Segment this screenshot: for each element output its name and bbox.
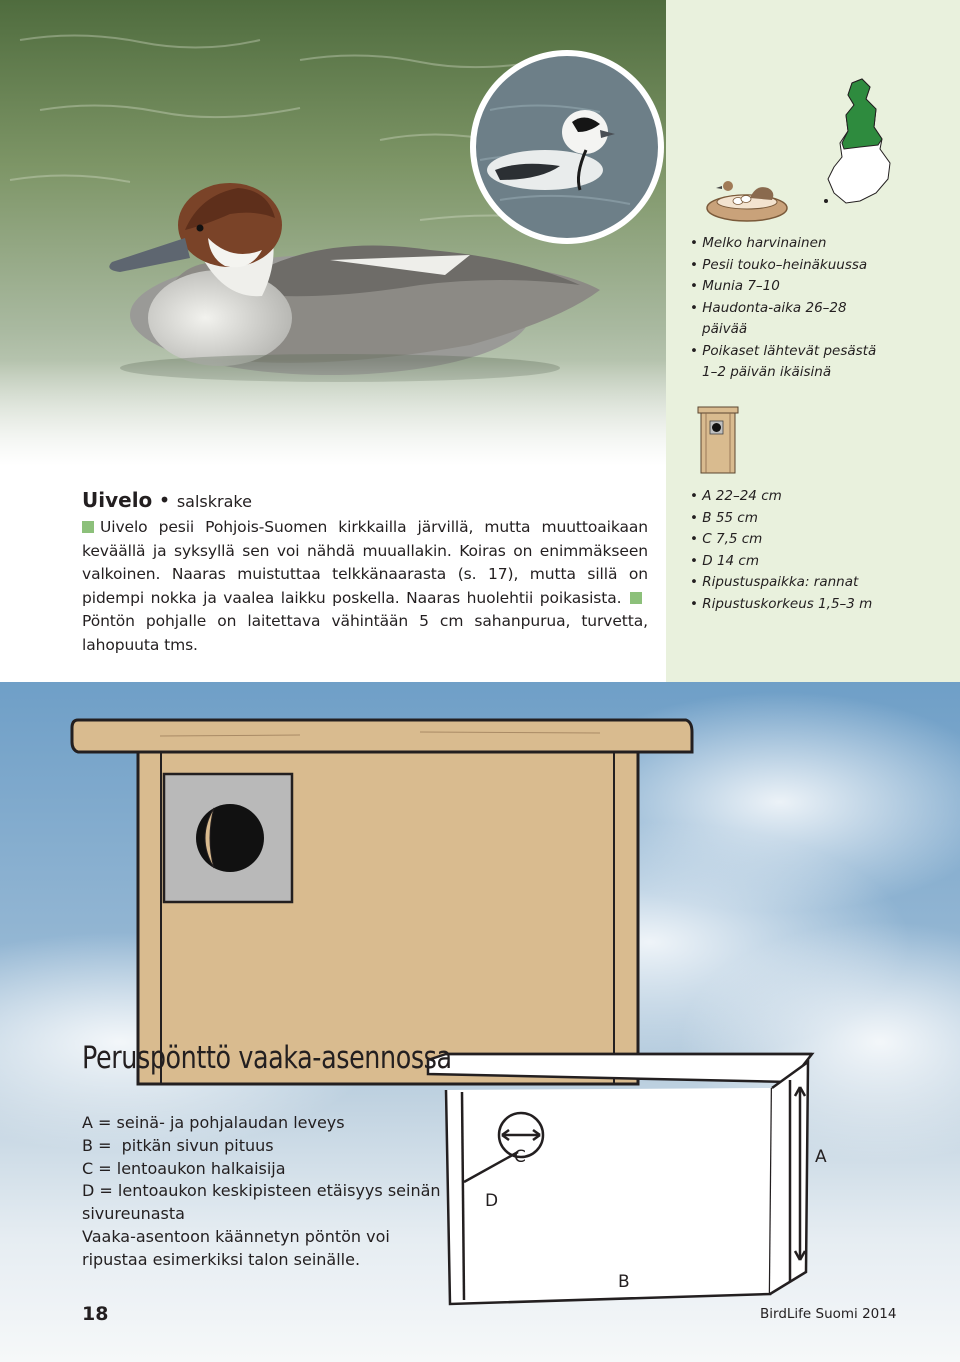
legend-note: Vaaka-asentoon käännetyn pöntön voi ripustaa esimerkiksi talon seinälle.: [82, 1226, 390, 1269]
species-article: [82, 486, 648, 657]
female-smew-photo: [0, 0, 666, 470]
dimension-legend: [82, 1112, 442, 1272]
dimension-diagram: [428, 1054, 812, 1304]
square-bullet-icon: [82, 521, 94, 533]
finland-range-map-icon: [816, 75, 906, 215]
fact-breeding-period: • Pesii touko–heinäkuussa: [690, 255, 890, 277]
description-paragraph: [82, 516, 648, 657]
label-a: A: [815, 1147, 827, 1167]
species-name: Uivelo: [82, 488, 153, 512]
nest-box-icon: [696, 405, 740, 475]
fact-dimension-a: • A 22–24 cm: [690, 486, 920, 508]
label-d: D: [485, 1191, 499, 1211]
fact-rarity: • Melko harvinainen: [690, 233, 890, 255]
fact-mounting-height: • Ripustuskorkeus 1,5–3 m: [690, 594, 920, 616]
diagram-title: Peruspönttö vaaka-asennossa: [82, 1040, 452, 1076]
species-swedish-name: salskrake: [176, 492, 252, 511]
box-facts-list: [690, 486, 920, 615]
fact-fledging: • Poikaset lähtevät pesästä 1–2 päivän ikäisinä: [690, 341, 890, 384]
fact-dimension-d: • D 14 cm: [690, 551, 920, 573]
fact-dimension-b: • B 55 cm: [690, 508, 920, 530]
fact-mounting-place: • Ripustuspaikka: rannat: [690, 572, 920, 594]
page-number: 18: [82, 1303, 109, 1325]
nesting-material-text: Pöntön pohjalle on laitettava vähintään 5 cm sahanpurua, turvetta, lahopuuta tms.: [82, 612, 648, 654]
legend-a: A = seinä- ja pohjalaudan leveys: [82, 1113, 345, 1132]
square-bullet-icon: [630, 592, 642, 604]
bird-facts-list: [690, 233, 890, 384]
fact-incubation: • Haudonta-aika 26–28 päivää: [690, 298, 890, 341]
nest-box-illustration: [72, 720, 692, 1084]
legend-c: C = lentoaukon halkaisija: [82, 1158, 286, 1178]
fact-eggs: • Munia 7–10: [690, 276, 890, 298]
label-b: B: [618, 1272, 630, 1292]
label-c: C: [514, 1147, 526, 1167]
male-smew-inset: [470, 50, 664, 244]
legend-d: D = lentoaukon keskipisteen etäisyys seinän sivureunasta: [82, 1181, 441, 1224]
fact-dimension-c: • C 7,5 cm: [690, 529, 920, 551]
legend-b: B = pitkän sivun pituus: [82, 1135, 274, 1155]
footer-credit: BirdLife Suomi 2014: [760, 1306, 897, 1322]
description-text: Uivelo pesii Pohjois-Suomen kirkkailla järvillä, mutta muuttoaikaan keväällä ja syksyllä sen voi nähdä muuallakin. Koiras on enimmäkseen valkoinen. Naaras muistuttaa telkkänaarasta (s. 17), mutta sillä on pidempi nokka ja vaalea laikku poskella. Naaras huolehtii poikasista.: [82, 518, 648, 607]
nest-icon: [702, 170, 792, 224]
title-separator: •: [152, 488, 177, 512]
species-title: [82, 486, 648, 516]
